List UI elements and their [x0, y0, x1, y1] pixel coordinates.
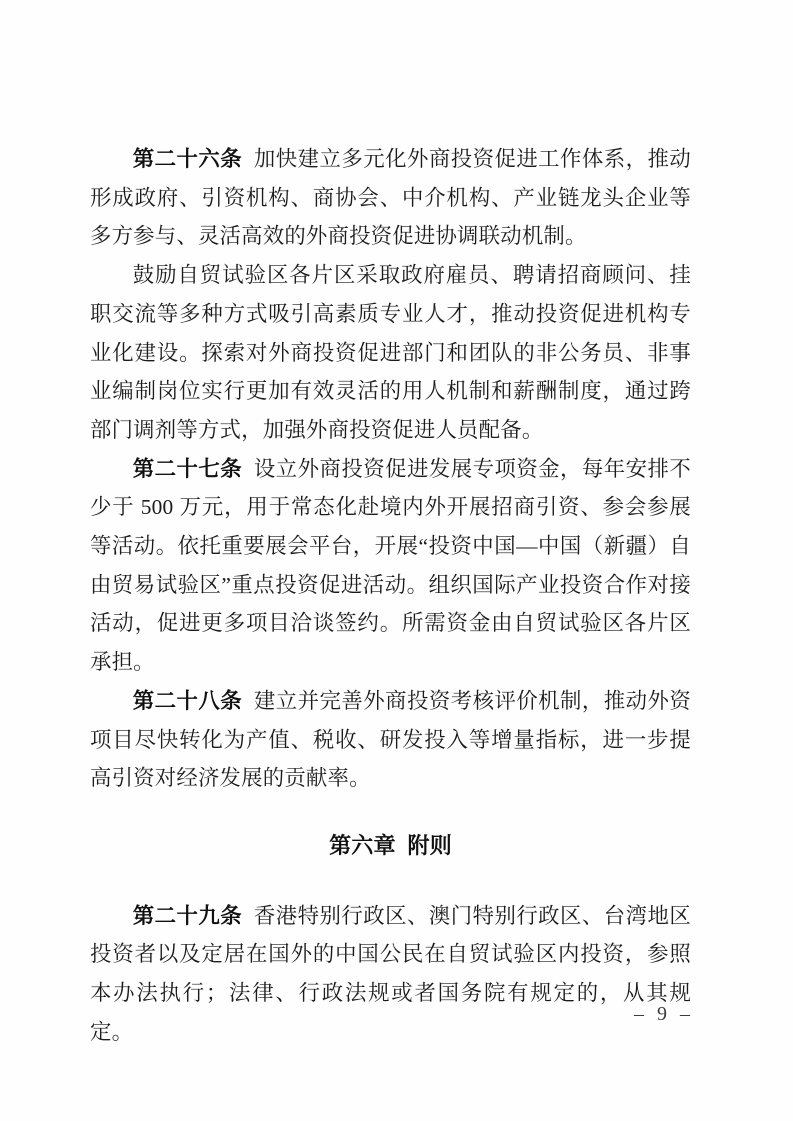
article-29-text: 香港特别行政区、澳门特别行政区、台湾地区投资者以及定居在国外的中国公民在自贸试验区内投资，参照本办法执行；法律、行政法规或者国务院有规定的，从其规定。 [90, 903, 691, 1044]
article-26-continuation-paragraph [90, 256, 691, 450]
article-26-paragraph [90, 140, 691, 256]
article-26-text: 加快建立多元化外商投资促进工作体系，推动形成政府、引资机构、商协会、中介机构、产业链龙头企业等多方参与、灵活高效的外商投资促进协调联动机制。 [90, 147, 691, 249]
article-28-number: 第二十八条 [132, 688, 243, 713]
article-29-number: 第二十九条 [132, 903, 243, 928]
article-26-number: 第二十六条 [132, 147, 243, 171]
article-27-text: 设立外商投资促进发展专项资金，每年安排不少于 500 万元，用于常态化赴境内外开展招商引资、参会参展等活动。依托重要展会平台，开展“投资中国—中国（新疆）自由贸易试验区”重点投资促进活动。组织国际产业投资合作对接活动，促进更多项目洽谈签约。所需资金由自贸试验区各片区承担。 [90, 456, 691, 675]
article-28-text: 建立并完善外商投资考核评价机制，推动外资项目尽快转化为产值、税收、研发投入等增量指标，进一步提高引资对经济发展的贡献率。 [90, 688, 691, 791]
article-27-paragraph [90, 450, 691, 682]
article-26-continuation-text: 鼓励自贸试验区各片区采取政府雇员、聘请招商顾问、挂职交流等多种方式吸引高素质专业人才，推动投资促进机构专业化建设。探索对外商投资促进部门和团队的非公务员、非事业编制岗位实行更加有效灵活的用人机制和薪酬制度，通过跨部门调剂等方式，加强外商投资促进人员配备。 [90, 263, 691, 442]
article-27-number: 第二十七条 [132, 456, 243, 481]
chapter-6-heading: 第六章 附则 [329, 832, 452, 858]
article-28-paragraph [90, 682, 691, 798]
article-29-paragraph [90, 897, 691, 1052]
page-number: – 9 – [634, 1003, 694, 1025]
document-body [90, 140, 691, 1051]
